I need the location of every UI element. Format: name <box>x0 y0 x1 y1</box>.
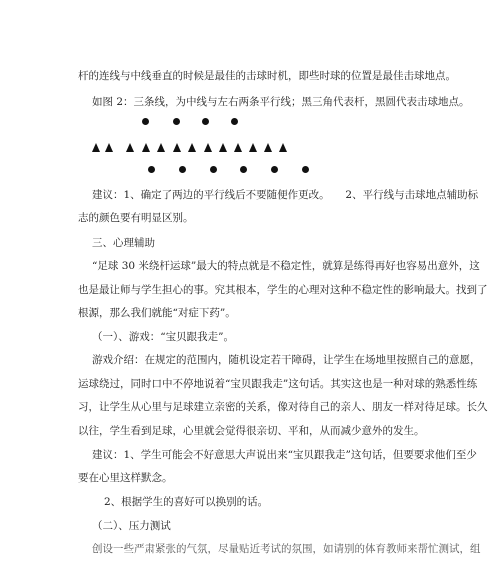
suggestion-line-1: 建议：1、确定了两边的平行线后不要随便作更改。 2、平行线与击球地点辅助标 <box>92 189 479 201</box>
paragraph-line: 创设一些严肃紧张的气氛，尽量贴近考试的氛围，如请别的体育教师来帮忙测试，组 <box>92 543 481 555</box>
circle-marker <box>210 166 217 173</box>
paragraph-line: 要在心里这样默念。 <box>78 472 173 484</box>
triangle-marker <box>173 143 181 152</box>
paragraph-line: 习，让学生从心里与足球建立亲密的关系，像对待自己的亲人、朋友一样对待足球。长久 <box>78 401 488 413</box>
paragraph-line: 以往，学生看到足球，心里就会觉得很亲切、平和，从而减少意外的发生。 <box>78 425 425 437</box>
circle-marker <box>271 166 278 173</box>
triangle-marker <box>142 143 150 152</box>
paragraph-line: 也是最让师与学生担心的事。究其根本，学生的心理对这种不稳定性的影响最大。找到了 <box>78 284 488 296</box>
section-heading-psychology: 三、心理辅助 <box>92 237 155 249</box>
paragraph-line: 游戏介绍：在规定的范围内，随机设定若干障碍，让学生在场地里按照自己的意愿， <box>92 354 481 366</box>
triangle-marker <box>105 143 113 152</box>
triangle-marker <box>249 143 257 152</box>
triangle-marker <box>157 143 165 152</box>
circle-marker <box>173 118 180 125</box>
circle-marker <box>231 118 238 125</box>
circle-marker <box>202 118 209 125</box>
triangle-marker <box>234 143 242 152</box>
figure-row-circles-bottom <box>0 166 500 180</box>
paragraph-line: “足球 30 米绕杆运球”最大的特点就是不稳定性，就算是练得再好也容易出意外，这 <box>92 260 480 272</box>
paragraph-line: 运球绕过，同时口中不停地说着“宝贝跟我走”这句话。其实这也是一种对球的熟悉性练 <box>78 378 478 390</box>
triangle-marker <box>92 143 100 152</box>
circle-marker <box>148 166 155 173</box>
suggestion-line-2: 志的颜色要有明显区别。 <box>78 212 194 224</box>
paragraph-line: 2、根据学生的喜好可以换别的话。 <box>104 496 269 508</box>
text-line-1: 杆的连线与中线垂直的时候是最佳的击球时机，即些时球的位置是最佳击球地点。 <box>78 70 456 82</box>
figure-row-triangles <box>0 143 500 157</box>
triangle-marker <box>188 143 196 152</box>
paragraph-line: 建议：1、学生可能会不好意思大声说出来“宝贝跟我走”这句话，但要要求他们至少 <box>92 449 477 461</box>
triangle-marker <box>126 143 134 152</box>
figure-row-circles-top <box>0 118 500 132</box>
triangle-marker <box>219 143 227 152</box>
triangle-marker <box>264 143 272 152</box>
circle-marker <box>179 166 186 173</box>
subsection-heading-pressure-test: （二）、压力测试 <box>92 520 171 532</box>
figure-caption: 如图 2：三条线，为中线与左右两条平行线；黑三角代表杆，黑圆代表击球地点。 <box>92 96 470 108</box>
circle-marker <box>302 166 309 173</box>
circle-marker <box>142 118 149 125</box>
triangle-marker <box>204 143 212 152</box>
subsection-heading-game: （一）、游戏：“宝贝跟我走”。 <box>92 331 234 343</box>
triangle-marker <box>279 143 287 152</box>
circle-marker <box>240 166 247 173</box>
paragraph-line: 根源，那么我们就能“对症下药”。 <box>78 307 236 319</box>
